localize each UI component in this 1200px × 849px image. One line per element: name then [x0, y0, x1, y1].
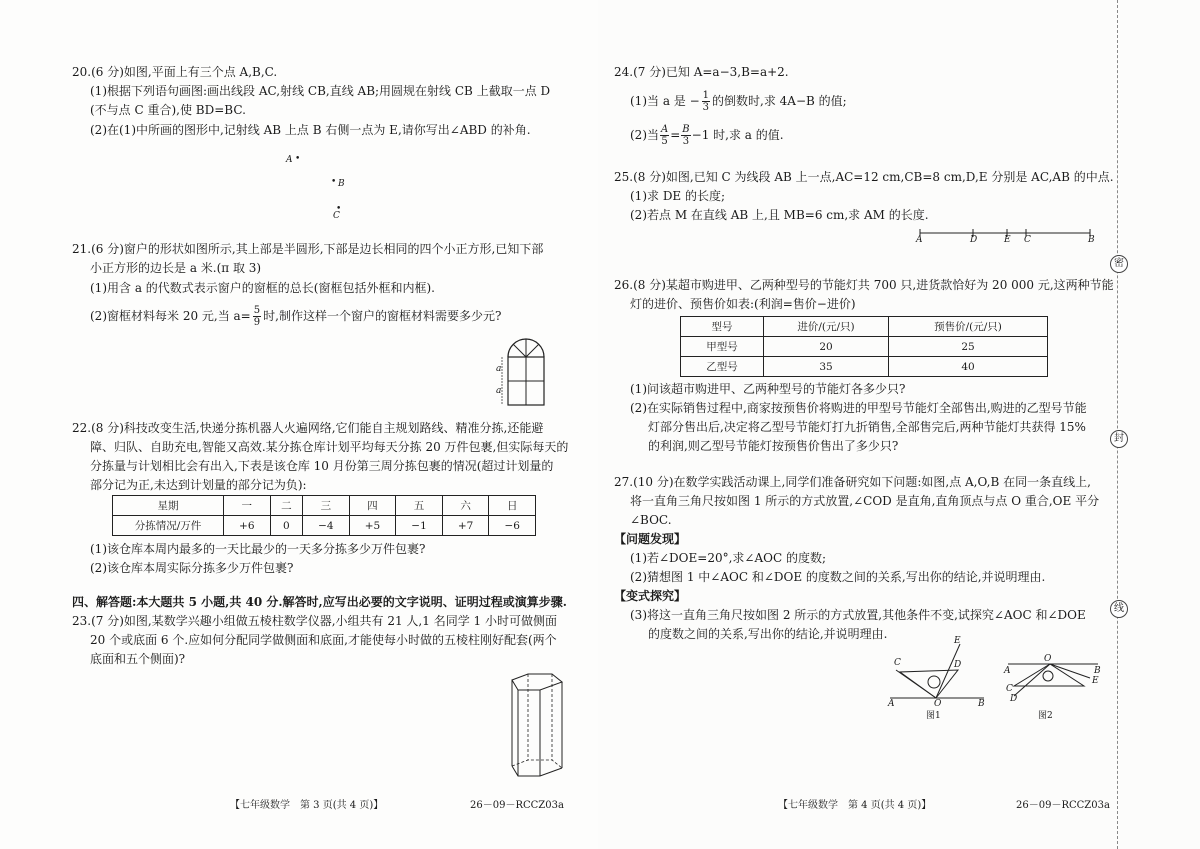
q24-part2-a: (2)当 [630, 128, 659, 142]
fig2-label-c: C [1006, 684, 1013, 694]
q20-part1-cont: (不与点 C 重合),使 BD=BC. [90, 103, 246, 117]
figure-1 [888, 642, 988, 702]
table-cell: 35 [764, 357, 889, 377]
segment-label-c: C [1024, 235, 1031, 245]
q27-stem-3: ∠BOC. [630, 513, 672, 527]
table-cell: −1 [396, 516, 443, 536]
table-cell: 型号 [681, 317, 764, 337]
seal-xian: 线 [1110, 600, 1128, 618]
table-cell: 0 [270, 516, 302, 536]
table-cell: 乙型号 [681, 357, 764, 377]
q24-equals: = [670, 128, 681, 142]
q23-stem: 23.(7 分)如图,某数学兴趣小组做五棱柱数学仪器,小组共有 21 人,1 名同学 1 小时可做侧面 [72, 614, 557, 628]
table-cell: 一 [224, 496, 271, 516]
left-footer-code: 26－09－RCCZ03a [470, 800, 564, 811]
q21-part2-a: (2)窗框材料每米 20 元,当 a= [90, 309, 251, 323]
q24-part1 [630, 90, 847, 113]
segment-label-d: D [970, 235, 978, 245]
lamp-table [680, 316, 1048, 377]
window-dim-bottom: a [496, 386, 502, 396]
q27-heading-discovery: 【问题发现】 [614, 532, 687, 546]
seal-mi: 密 [1110, 255, 1128, 273]
q20-label-b: B [338, 179, 345, 189]
table-cell: 日 [489, 496, 536, 516]
q24-part1-a: (1)当 a 是 − [630, 94, 700, 108]
table-cell: 预售价/(元/只) [889, 317, 1048, 337]
q21-part1: (1)用含 a 的代数式表示窗户的窗框的总长(窗框包括外框和内框). [90, 281, 435, 295]
q24-frac-a-den: 5 [661, 136, 668, 147]
fig1-caption: 图1 [926, 711, 941, 721]
right-footer-code: 26－09－RCCZ03a [1016, 800, 1110, 811]
table-header-row [113, 496, 536, 516]
q27-part3: (3)将这一直角三角尺按如图 2 所示的方式放置,其他条件不变,试探究∠AOC 和∠DOE [630, 608, 1086, 622]
table-header-row [681, 317, 1048, 337]
q24-part2-b: −1 时,求 a 的值. [691, 128, 784, 142]
sorting-table [112, 495, 536, 536]
fig2-label-a: A [1004, 666, 1011, 676]
table-cell: 五 [396, 496, 443, 516]
fig1-label-b: B [978, 699, 985, 709]
q27-stem: 27.(10 分)在数学实践活动课上,同学们准备研究如下问题:如图,点 A,O,B 在同一条直线上, [614, 475, 1091, 489]
segment-label-b: B [1088, 235, 1095, 245]
fig1-label-o: O [934, 699, 942, 709]
table-cell: −6 [489, 516, 536, 536]
q21-part2 [90, 305, 501, 328]
fig1-label-a: A [888, 699, 895, 709]
fig2-label-b: B [1094, 666, 1101, 676]
segment-label-e: E [1004, 235, 1011, 245]
q20-part2: (2)在(1)中所画的图形中,记射线 AB 上点 B 右侧一点为 E,请你写出∠ABD 的补角. [90, 123, 531, 137]
q24-stem: 24.(7 分)已知 A=a−3,B=a+2. [614, 65, 789, 79]
q24-frac-b [681, 124, 690, 147]
fig1-label-c: C [894, 658, 901, 668]
q20-dot-b: • [331, 177, 337, 187]
q27-part1: (1)若∠DOE=20°,求∠AOC 的度数; [630, 551, 827, 565]
q26-part1: (1)问该超市购进甲、乙两种型号的节能灯各多少只? [630, 382, 906, 396]
table-row [681, 357, 1048, 377]
q26-part2-end: 的利润,则乙型号节能灯按预售价售出了多少只? [648, 439, 899, 453]
binding-line [1117, 0, 1118, 849]
q25-stem: 25.(8 分)如图,已知 C 为线段 AB 上一点,AC=12 cm,CB=8 cm,D,E 分别是 AC,AB 的中点. [614, 170, 1114, 184]
q22-part1: (1)该仓库本周内最多的一天比最少的一天多分拣多少万件包裹? [90, 542, 426, 556]
q20-dot-c: • [336, 204, 342, 214]
table-cell: 六 [442, 496, 489, 516]
q24-frac [702, 90, 710, 113]
q27-heading-variant: 【变式探究】 [614, 589, 687, 603]
fig2-label-o: O [1044, 654, 1052, 664]
q24-frac-a [660, 124, 669, 147]
q20-label-a: A [286, 155, 293, 165]
q21-frac-num: 5 [253, 305, 261, 316]
fig2-caption: 图2 [1038, 711, 1053, 721]
table-cell: +5 [349, 516, 396, 536]
fig2-label-e: E [1092, 676, 1099, 686]
prism-figure [500, 672, 570, 782]
seal-feng: 封 [1110, 430, 1128, 448]
q20-part1: (1)根据下列语句画图:画出线段 AC,射线 CB,直线 AB;用圆规在射线 CB 上截取一点 D [90, 84, 551, 98]
q27-part3-cont: 的度数之间的关系,写出你的结论,并说明理由. [648, 627, 888, 641]
q26-stem-2: 灯的进价、预售价如表:(利润=售价−进价) [630, 297, 856, 311]
q22-stem-2: 障、归队、自助充电,智能又高效.某分拣仓库计划平均每天分拣 20 万件包裹,但实际每天的 [90, 440, 569, 454]
q22-stem: 22.(8 分)科技改变生活,快递分拣机器人火遍网络,它们能自主规划路线、精准分拣,还能避 [72, 421, 544, 435]
q21-part2-b: 时,制作这样一个窗户的窗框材料需要多少元? [263, 309, 502, 323]
q24-frac-b-den: 3 [682, 136, 690, 147]
window-dim-top: a [496, 364, 502, 374]
right-page [598, 0, 1200, 849]
q23-stem-2: 20 个或底面 6 个.应如何分配同学做侧面和底面,才能使每小时做的五棱柱刚好配套(两个 [90, 633, 557, 647]
q24-part1-b: 的倒数时,求 4A−B 的值; [712, 94, 847, 108]
left-footer-title: 【七年级数学 第 3 页(共 4 页)】 [230, 800, 384, 811]
fig1-label-e: E [954, 636, 961, 646]
q21-stem-cont: 小正方形的边长是 a 米.(π 取 3) [90, 261, 262, 275]
window-figure [496, 330, 556, 410]
segment-label-a: A [916, 235, 923, 245]
q21-frac-den: 9 [253, 317, 261, 328]
table-row [113, 516, 536, 536]
q26-stem: 26.(8 分)某超市购进甲、乙两种型号的节能灯共 700 只,进货款恰好为 20 000 元,这两种节能 [614, 278, 1114, 292]
q22-part2: (2)该仓库本周实际分拣多少万件包裹? [90, 561, 294, 575]
q21-stem: 21.(6 分)窗户的形状如图所示,其上部是半圆形,下部是边长相同的四个小正方形,已知下部 [72, 242, 544, 256]
q26-part2-cont: 灯部分售出后,决定将乙型号节能灯打九折销售,全部售完后,两种节能灯共获得 15% [648, 420, 1086, 434]
table-cell: 二 [270, 496, 302, 516]
q26-part2: (2)在实际销售过程中,商家按预售价将购进的甲型号节能灯全部售出,购进的乙型号节能 [630, 401, 1087, 415]
table-cell: 甲型号 [681, 337, 764, 357]
table-row [681, 337, 1048, 357]
q27-part2: (2)猜想图 1 中∠AOC 和∠DOE 的度数之间的关系,写出你的结论,并说明理由. [630, 570, 1046, 584]
left-page [0, 0, 598, 849]
table-cell: 进价/(元/只) [764, 317, 889, 337]
q25-part1: (1)求 DE 的长度; [630, 189, 726, 203]
right-footer-title: 【七年级数学 第 4 页(共 4 页)】 [778, 800, 932, 811]
table-cell: 40 [889, 357, 1048, 377]
fig1-label-d: D [954, 660, 962, 670]
q24-part2 [630, 124, 784, 147]
table-cell: +6 [224, 516, 271, 536]
table-cell: 星期 [113, 496, 224, 516]
table-cell: 四 [349, 496, 396, 516]
table-cell: +7 [442, 516, 489, 536]
q20-dot-a: • [295, 154, 301, 164]
table-cell: 分拣情况/万件 [113, 516, 224, 536]
q21-fraction [253, 305, 261, 328]
q22-stem-4: 部分记为正,未达到计划量的部分记为负): [90, 478, 307, 492]
table-cell: 三 [303, 496, 350, 516]
table-cell: 25 [889, 337, 1048, 357]
section-heading: 四、解答题:本大题共 5 小题,共 40 分.解答时,应写出必要的文字说明、证明过程或演算步骤. [72, 595, 567, 609]
table-cell: 20 [764, 337, 889, 357]
q20-stem: 20.(6 分)如图,平面上有三个点 A,B,C. [72, 65, 278, 79]
figure-2 [1006, 656, 1102, 706]
q24-frac-num: 1 [702, 90, 710, 101]
q24-frac-b-num: B [682, 124, 690, 135]
q27-stem-2: 将一直角三角尺按如图 1 所示的方式放置,∠COD 是直角,直角顶点与点 O 重合,OE 平分 [630, 494, 1100, 508]
q20-label-c: C [333, 211, 340, 221]
q24-frac-a-num: A [661, 124, 669, 135]
q25-part2: (2)若点 M 在直线 AB 上,且 MB=6 cm,求 AM 的长度. [630, 208, 929, 222]
q24-frac-den: 3 [702, 102, 710, 113]
q22-stem-3: 分拣量与计划相比会有出入,下表是该仓库 10 月份第三周分拣包裹的情况(超过计划量的 [90, 459, 554, 473]
table-cell: −4 [303, 516, 350, 536]
fig2-label-d: D [1010, 694, 1018, 704]
q23-stem-3: 底面和五个侧面)? [90, 652, 186, 666]
